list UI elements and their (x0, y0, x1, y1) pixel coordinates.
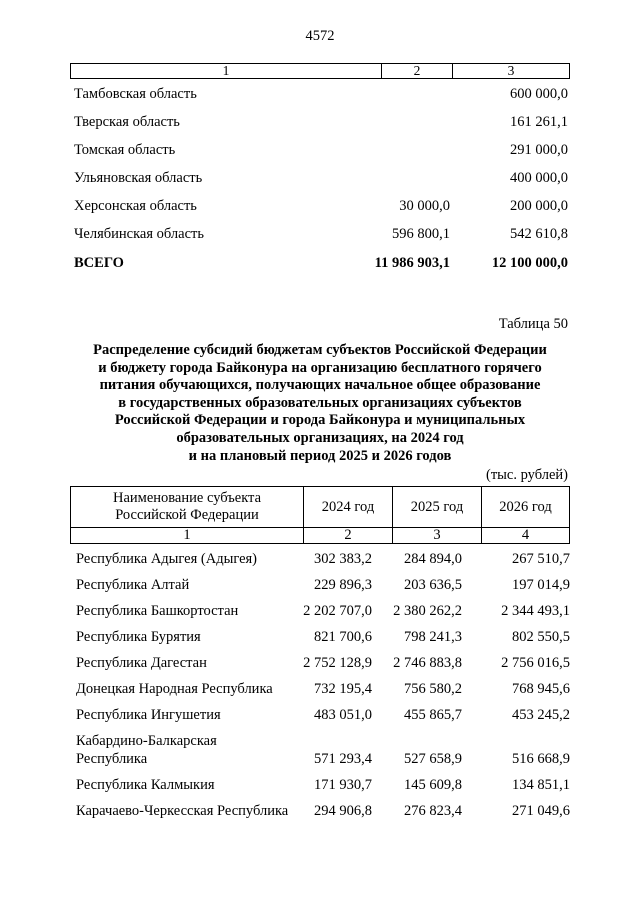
title-line: и на плановый период 2025 и 2026 годов (188, 447, 452, 464)
region-name: Томская область (74, 142, 176, 158)
value-2025: 455 865,7 (404, 707, 462, 723)
title-line: в государственных образовательных организациях субъектов (118, 394, 522, 411)
col-number-3: 3 (433, 527, 441, 543)
value-2025: 798 241,3 (404, 629, 462, 645)
region-name: Тверская область (74, 114, 180, 130)
value-2024: 171 930,7 (314, 777, 372, 793)
table-label: Таблица 50 (498, 316, 568, 332)
title-line: питания обучающихся, получающих начальное общее образование (99, 377, 541, 394)
region-name: Республика Бурятия (76, 629, 201, 645)
region-name: Республика Адыгея (Адыгея) (76, 551, 258, 567)
value-col3: 291 000,0 (510, 142, 568, 158)
region-name: Тамбовская область (74, 86, 197, 102)
value-col2: 596 800,1 (392, 226, 450, 242)
table2-row (76, 802, 570, 820)
value-2025: 2 746 883,8 (393, 655, 462, 671)
value-2024: 732 195,4 (314, 681, 372, 697)
value-2025: 284 894,0 (404, 551, 462, 567)
value-2026: 271 049,6 (512, 803, 570, 819)
title-line: образовательных организациях, на 2024 год (176, 429, 464, 446)
table1-col2-number: 2 (413, 63, 421, 78)
value-2026: 134 851,1 (512, 777, 570, 793)
col-header-2024: 2024 год (321, 499, 375, 515)
region-name: Херсонская область (74, 198, 197, 214)
region-name: Челябинская область (74, 226, 204, 242)
border-line (70, 543, 570, 544)
region-name: Ульяновская область (74, 170, 203, 186)
table1-row (74, 84, 568, 104)
value-2024: 302 383,2 (314, 551, 372, 567)
table1-row (74, 224, 568, 244)
col-number-4: 4 (521, 527, 530, 543)
table2-row (76, 776, 570, 794)
page-number: 4572 (305, 28, 335, 44)
value-2024: 2 202 707,0 (303, 603, 372, 619)
table2-row (76, 706, 570, 724)
table1-header (70, 63, 570, 79)
table2-row (76, 680, 570, 698)
table2-row (76, 654, 570, 672)
table1-col3-number: 3 (507, 63, 515, 78)
title-line: и бюджету города Байконура на организацию бесплатного горячего (98, 359, 542, 376)
value-2025: 203 636,5 (404, 577, 462, 593)
value-2024: 294 906,8 (314, 803, 372, 819)
value-2026: 516 668,9 (512, 751, 570, 767)
col-header-name (71, 490, 303, 524)
table1-total-row (74, 253, 568, 273)
border-line (70, 486, 570, 487)
total-col3: 12 100 000,0 (491, 255, 568, 271)
value-2026: 267 510,7 (512, 551, 570, 567)
table2-row (76, 732, 570, 770)
value-col3: 400 000,0 (510, 170, 568, 186)
total-col2: 11 986 903,1 (374, 255, 450, 271)
table1-row (74, 196, 568, 216)
units-label: (тыс. рублей) (486, 467, 568, 483)
col-number-2: 2 (344, 527, 352, 543)
col-header-2025: 2025 год (410, 499, 464, 515)
value-2024: 2 752 128,9 (303, 655, 372, 671)
value-2025: 276 823,4 (404, 803, 462, 819)
value-2024: 483 051,0 (314, 707, 372, 723)
col-number-1: 1 (183, 527, 191, 543)
border-line (569, 486, 570, 544)
value-2026: 2 756 016,5 (501, 655, 570, 671)
value-col3: 200 000,0 (510, 198, 568, 214)
value-2026: 802 550,5 (512, 629, 570, 645)
value-2024: 571 293,4 (314, 751, 372, 767)
region-name: Республика Калмыкия (76, 777, 215, 793)
col-header-2026: 2026 год (499, 499, 552, 515)
table2-row (76, 628, 570, 646)
title-line: Распределение субсидий бюджетам субъектов Российской Федерации (93, 342, 547, 358)
region-name: Республика Башкортостан (76, 603, 239, 619)
value-2025: 756 580,2 (404, 681, 462, 697)
table1-row (74, 140, 568, 160)
title-line: Российской Федерации и города Байконура и муниципальных (114, 412, 526, 429)
value-col3: 161 261,1 (510, 114, 568, 130)
region-name: Республика Дагестан (76, 655, 207, 671)
table2-row (76, 576, 570, 594)
region-name: Донецкая Народная Республика (76, 681, 273, 697)
table2-header (70, 486, 570, 544)
value-2024: 821 700,6 (314, 629, 372, 645)
value-2025: 527 658,9 (404, 751, 462, 767)
table1-row (74, 112, 568, 132)
value-2026: 2 344 493,1 (501, 603, 570, 619)
value-col3: 600 000,0 (510, 86, 568, 102)
table2-row (76, 602, 570, 620)
value-2026: 768 945,6 (512, 681, 570, 697)
value-2025: 145 609,8 (404, 777, 462, 793)
total-label: ВСЕГО (74, 255, 124, 271)
table1-row (74, 168, 568, 188)
region-name-line2: Республика (76, 751, 148, 767)
value-col2: 30 000,0 (399, 198, 450, 214)
col-header-name-line1: Наименование субъекта (112, 490, 262, 506)
value-2024: 229 896,3 (314, 577, 372, 593)
value-2025: 2 380 262,2 (393, 603, 462, 619)
value-col3: 542 610,8 (510, 226, 568, 242)
table-title (60, 342, 580, 465)
table1-col1-number: 1 (222, 63, 230, 78)
region-name-line1: Кабардино-Балкарская (76, 733, 217, 749)
region-name: Республика Алтай (76, 577, 190, 593)
value-2026: 197 014,9 (512, 577, 570, 593)
table2-row (76, 550, 570, 568)
value-2026: 453 245,2 (512, 707, 570, 723)
col-header-name-line2: Российской Федерации (115, 507, 259, 523)
region-name: Республика Ингушетия (76, 707, 221, 723)
region-name: Карачаево-Черкесская Республика (76, 803, 289, 819)
